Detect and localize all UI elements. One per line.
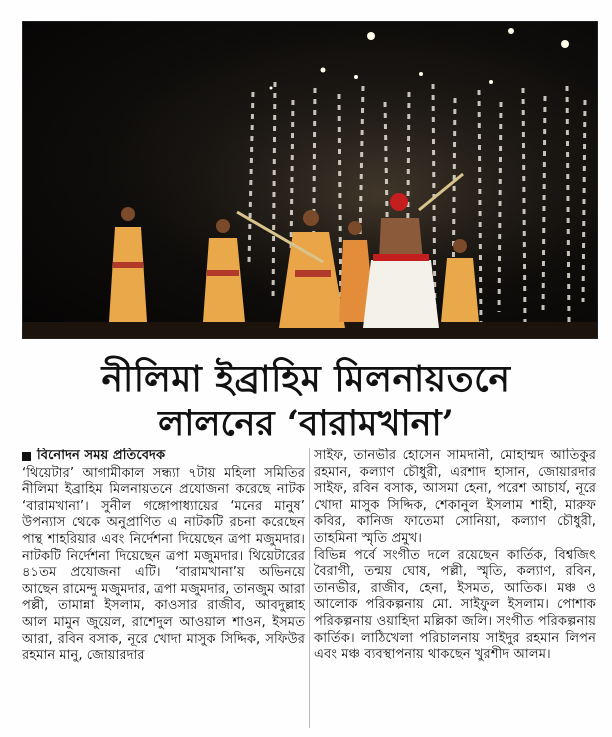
article-left-column bbox=[22, 448, 305, 732]
byline-bullet-icon bbox=[22, 452, 31, 461]
article-paragraph-crew: বিভিন্ন পর্বে সংগীত দলে রয়েছেন কার্তিক, বিশ্বজিৎ বৈরাগী, তন্ময় ঘোষ, পল্লী, স্মৃতি, কল্যাণ, রবিন, তানভীর, রাজীব, হেনা, ইসমত, আতিক। মঞ্চ ও আলোক পরিকল্পনায় মো. সাইফুল ইসলাম। পোশাক পরিকল্পনায় ওয়াহিদা মল্লিকা জলি। সংগীত পরিকল্পনায় কার্তিক। লাঠিখেলা পরিচালনায় সাইদুর রহমান লিপন এবং মঞ্চ ব্যবস্থাপনায় থাকছেন খুরশীদ আলম। bbox=[314, 547, 596, 663]
headline-line-1: নীলিমা ইব্রাহিম মিলনায়তনে bbox=[101, 358, 511, 400]
column-divider bbox=[309, 448, 310, 728]
byline bbox=[22, 448, 305, 465]
article-paragraph-cast: সাইফ, তানভীর হোসেন সামদানী, মোহাম্মদ আতিকুর রহমান, কল্যাণ চৌধুরী, এরশাদ হাসান, জোয়ারদার সাইফ, রবিন বসাক, আসমা হেনা, পরেশ আচার্য, নূরে খোদা মাসুক সিদ্দিক, শেকানুল ইসলাম শাহী, মারুফ কবির, কানিজ ফাতেমা সোনিয়া, কল্যাণ চৌধুরী, তাহমিনা স্মৃতি প্রমুখ। bbox=[314, 448, 596, 546]
headline-line-2: লালনের ‘বারামখানা’ bbox=[158, 403, 454, 444]
stage-performance-photo bbox=[22, 21, 598, 339]
stage-scene-illustration bbox=[23, 22, 597, 338]
byline-text: বিনোদন সময় প্রতিবেদক bbox=[37, 448, 166, 463]
article-paragraph-left: ‘থিয়েটার’ আগামীকাল সন্ধ্যা ৭টায় মহিলা সমিতির নীলিমা ইব্রাহিম মিলনায়তনে প্রযোজনা করেছে নাটক ‘বারামখানা’। সুনীল গঙ্গোপাধ্যায়ের ‘মনের মানুষ’ উপন্যাস থেকে অনুপ্রাণিত এ নাটকটি রচনা করেছেন পান্থ শাহরিয়ার এবং নির্দেশনা দিয়েছেন ত্রপা মজুমদার। নাটকটি নির্দেশনা দিয়েছেন ত্রপা মজুমদার। থিয়েটারের ৪১তম প্রযোজনা এটি। ‘বারামখানা’য় অভিনয়ে আছেন রামেন্দু মজুমদার, ত্রপা মজুমদার, তানজুম আরা পল্লী, তামান্না ইসলাম, কাওসার রাজীব, আবদুল্লাহ আল মামুন জুয়েল, রাশেদুল আওয়াল শাওন, ইসমত আরা, রবিন বসাক, নূরে খোদা মাসুক সিদ্দিক, সফিউর রহমান মানু, জোয়ারদার bbox=[22, 465, 305, 664]
article-right-column bbox=[314, 448, 596, 732]
